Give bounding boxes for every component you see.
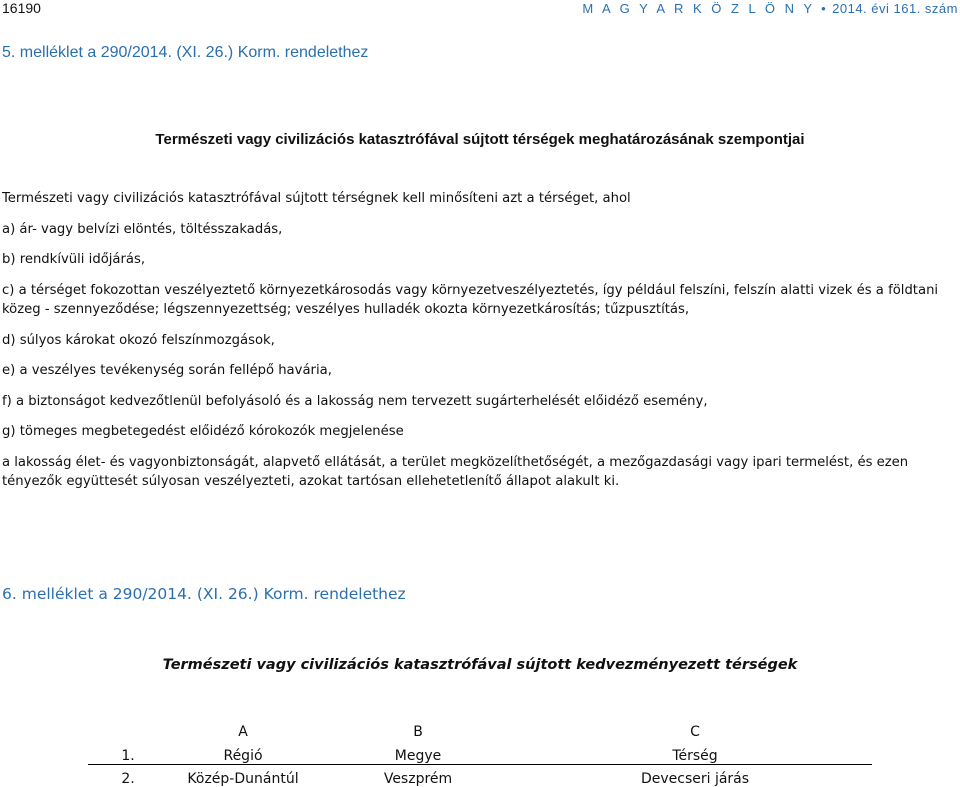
annex-5-label: 5. melléklet a 290/2014. (XI. 26.) Korm. rendelethez	[2, 44, 368, 62]
beneficiary-regions-table	[88, 718, 872, 787]
criterion-g: g) tömeges megbetegedést előidéző kórokozók megjelenése	[2, 422, 942, 441]
criterion-d: d) súlyos károkat okozó felszínmozgások,	[2, 331, 942, 350]
column-letter: A	[168, 718, 318, 740]
table-cell: Devecseri járás	[518, 765, 872, 787]
table-cell: Közép-Dunántúl	[168, 765, 318, 787]
table-cell: 2.	[88, 765, 168, 787]
table-cell: Megye	[318, 740, 518, 765]
journal-title: M A G Y A R K Ö Z L Ö N Y	[582, 1, 815, 16]
separator-dot: •	[815, 1, 832, 16]
table-cell: 1.	[88, 740, 168, 765]
column-letter: B	[318, 718, 518, 740]
column-letter	[88, 718, 168, 740]
table-cell: Térség	[518, 740, 872, 765]
annex-6-heading: Természeti vagy civilizációs katasztrófával sújtott kedvezményezett térségek	[0, 657, 960, 673]
criterion-b: b) rendkívüli időjárás,	[2, 250, 942, 269]
table-cell: Régió	[168, 740, 318, 765]
page-number: 16190	[2, 0, 41, 16]
table-column-letters	[88, 718, 872, 740]
criterion-a: a) ár- vagy belvízi elöntés, töltésszakadás,	[2, 220, 942, 239]
issue-number: 2014. évi 161. szám	[832, 1, 958, 16]
annex-5-closing: a lakosság élet- és vagyonbiztonságát, alapvető ellátását, a terület megközelíthetőségét, a mezőgazdasági vagy ipari termelést, és ezen tényezők együttesét súlyosan veszélyezteti, azokat tartósan ellehetetlenítő állapot alakult ki.	[2, 453, 942, 491]
table-row	[88, 740, 872, 765]
annex-5-intro: Természeti vagy civilizációs katasztrófával sújtott térségnek kell minősíteni azt a térséget, ahol	[2, 189, 942, 208]
page-header	[0, 0, 960, 22]
criterion-f: f) a biztonságot kedvezőtlenül befolyásoló és a lakosság nem tervezett sugárterhelését előidéző esemény,	[2, 392, 942, 411]
running-head	[582, 1, 958, 16]
table-row	[88, 765, 872, 787]
criterion-c: c) a térséget fokozottan veszélyeztető környezetkárosodás vagy környezetveszélyeztetés, így például felszíni, felszín alatti vizek és a földtani közeg - szennyeződése; légszennyezettség; veszélyes hulladék okozta környezetkárosítás; tűzpusztítás,	[2, 281, 942, 319]
table-cell: Veszprém	[318, 765, 518, 787]
annex-6-label: 6. melléklet a 290/2014. (XI. 26.) Korm. rendelethez	[2, 585, 406, 603]
criterion-e: e) a veszélyes tevékenység során fellépő havária,	[2, 361, 942, 380]
column-letter: C	[518, 718, 872, 740]
annex-5-heading: Természeti vagy civilizációs katasztrófával sújtott térségek meghatározásának szempontjai	[0, 131, 960, 148]
